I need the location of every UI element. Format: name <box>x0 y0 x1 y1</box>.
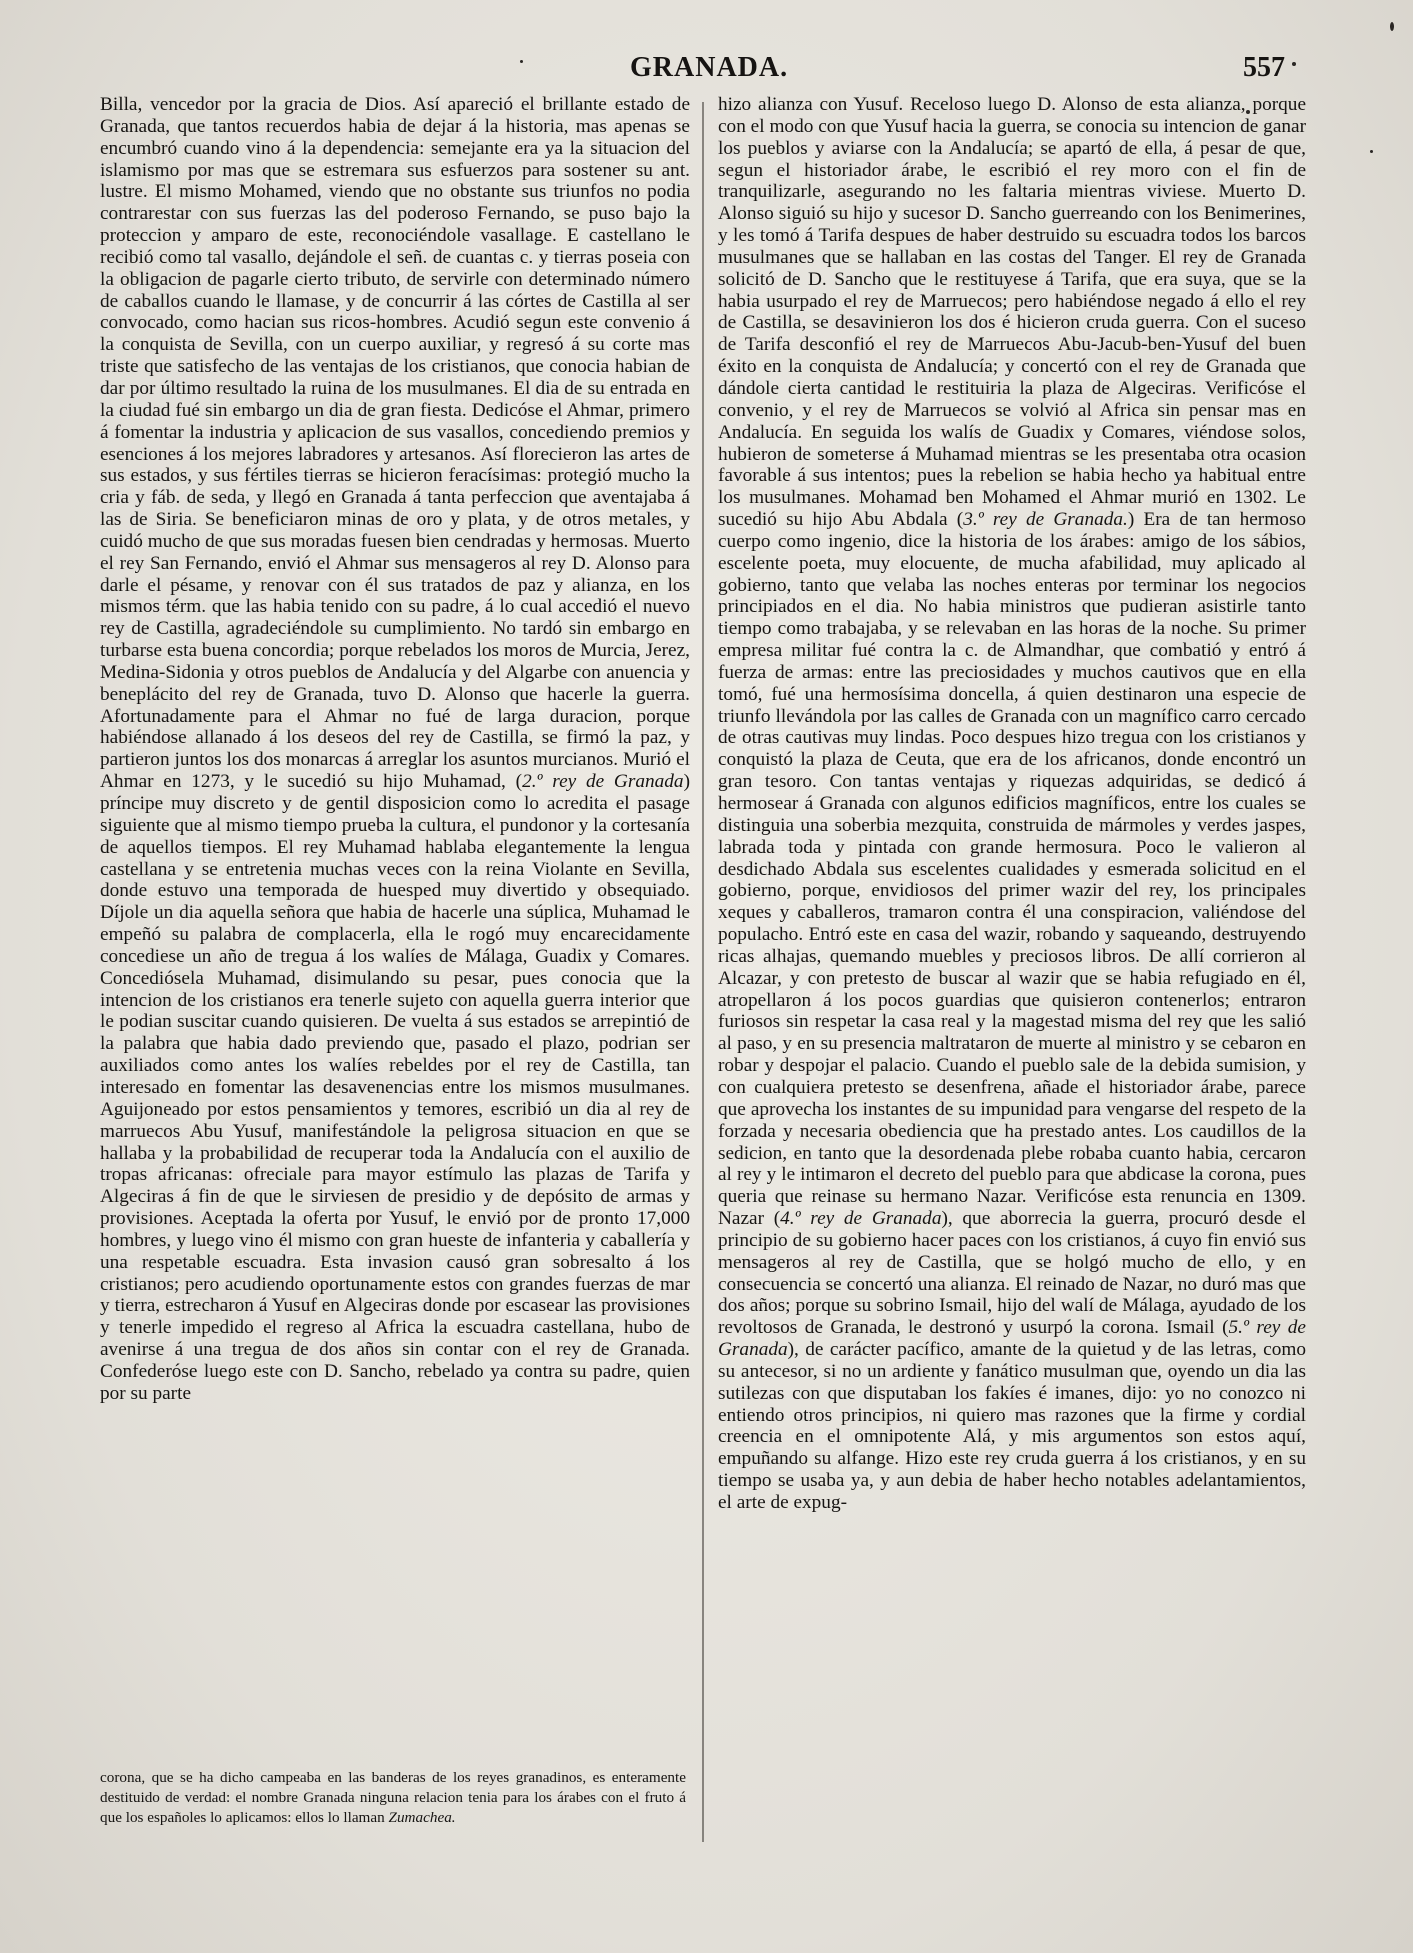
footnote <box>100 1768 686 1828</box>
left-column-text <box>100 94 690 1405</box>
left-column <box>100 94 690 1405</box>
reign-label-5: 5.º rey de Granada <box>718 1317 1306 1361</box>
column-divider <box>702 102 704 1842</box>
reign-label-2: 2.º rey de Granada <box>522 771 684 793</box>
footnote-text: corona, que se ha dicho campeaba en las banderas de los reyes granadinos, es enteramente destituido de verdad: el nombre Granada ninguna relacion tenia para los árabes con el fruto á que los españoles lo aplicamos: ellos lo llaman <box>100 1769 686 1826</box>
right-text-part-4: ), de carácter pacífico, amante de la quietud y de las letras, como su antecesor, si no un ardiente y fanático musulman que, oyendo un dia las sutilezas con que disputaban los fakíes é imanes, dijo: yo no conozco ni entiendo otros principios, ni quiero mas razones que la firme y cordial creencia en el omnipotente Alá, y mis argumentos son estos aquí, empuñando su alfange. Hizo este rey cruda guerra á los cristianos, y en su tiempo se usaba ya, y aun debia de haber hecho notables adelantamientos, el arte de expug- <box>718 1339 1306 1513</box>
reign-label-3: 3.º rey de Granada. <box>963 509 1128 531</box>
running-title: GRANADA. <box>630 52 789 83</box>
right-text-part-3: ), que aborrecia la guerra, procuró desde el principio de su gobierno hacer paces con los cristianos, á cuyo fin envió sus mensageros al rey de Castilla, que se holgó mucho de ello, y en consecuencia se concertó una alianza. El reinado de Nazar, no duró mas que dos años; porque su sobrino Ismail, hijo del walí de Málaga, ayudado de los revoltosos de Granada, le destronó y usurpó la corona. Ismail ( <box>718 1208 1306 1339</box>
ink-speck <box>1390 22 1394 31</box>
reign-label-4: 4.º rey de Granada <box>780 1208 942 1230</box>
right-column <box>718 94 1306 1514</box>
right-column-text <box>718 94 1306 1514</box>
ink-speck <box>1370 150 1373 153</box>
left-text-part-1: Billa, vencedor por la gracia de Dios. Así apareció el brillante estado de Granada, que tantos recuerdos habia de dejar á la historia, mas apenas se encumbró cuando vino á la dependencia: semejante era ya la situacion del islamismo por mas que se estremara sus esfuerzos para sostener su ant. lustre. El mismo Mohamed, viendo que no obstante sus triunfos no podia contrarestar con sus fuerzas las del poderoso Fernando, se puso bajo la proteccion y amparo de este, reconociéndole vasallage. E castellano le recibió como tal vasallo, dejándole el señ. de cuantas c. y tierras poseia con la obligacion de pagarle cierto tributo, de servirle con determinado número de caballos cuando le llamase, y de concurrir á las córtes de Castilla al ser convocado, como hacian sus ricos-hombres. Acudió segun este convenio á la conquista de Sevilla, con un cuerpo auxiliar, y regresó á su corte mas triste que satisfecho de las ventajas de los cristianos, que conocia habian de dar por último resultado la ruina de los musulmanes. El dia de su entrada en la ciudad fué sin embargo un dia de gran fiesta. Dedicóse el Ahmar, primero á fomentar la industria y aplicacion de sus vasallos, concediendo premios y esenciones á los mejores labradores y artesanos. Así florecieron las artes de sus estados, y sus fértiles tierras se hicieron feracísimas: protegió mucho la cria y fáb. de seda, y llegó en Granada á tanta perfeccion que aventajaba á las de Siria. Se beneficiaron minas de oro y plata, y de otros metales, y cuidó mucho de que sus moradas fuesen bien cendradas y hermosas. Muerto el rey San Fernando, envió el Ahmar sus mensageros al rey D. Alonso para darle el pésame, y renovar con él sus tratados de paz y alianza, en los mismos térm. que las habia tenido con su padre, á lo cual accedió el nuevo rey de Castilla, agradeciéndole su cumplimiento. No tardó sin embargo en turbarse esta buena concordia; porque rebelados los moros de Murcia, Jerez, Medina-Sidonia y otros pueblos de Andalucía y del Algarbe con anuencia y beneplácito del rey de Granada, tuvo D. Alonso que hacerle la guerra. Afortunadamente para el Ahmar no fué de larga duracion, porque habiéndose allanado á los deseos del rey de Castilla, se firmó la paz, y partieron juntos los dos monarcas á arreglar los asuntos murcianos. Murió el Ahmar en 1273, y le sucedió su hijo Muhamad, ( <box>100 94 690 793</box>
page-header <box>0 52 1413 92</box>
left-text-part-2: ) príncipe muy discreto y de gentil disposicion como lo acredita el pasage siguiente que al mismo tiempo prueba la cultura, el pundonor y la cortesanía de aquellos tiempos. El rey Muhamad hablaba elegantemente la lengua castellana y se entretenia muchas veces con la reina Violante en Sevilla, donde estuvo una temporada de huesped muy divertido y obsequiado. Díjole un dia aquella señora que habia de hacerle una súplica, Muhamad le empeñó su palabra de complacerla, ella le rogó muy encarecidamente concediese un año de tregua á los walíes de Málaga, Guadix y Comares. Concediósela Muhamad, disimulando su pesar, pues conocia que la intencion de los cristianos era tenerle sujeto con aquella guerra interior que le podian suscitar cuando quisieren. De vuelta á sus estados se arrepintió de la palabra que habia dado previendo que, pasado el plazo, podrian ser auxiliados como antes los walíes rebeldes por el rey de Castilla, tan interesado en fomentar las desavenencias entre los mismos musulmanes. Aguijoneado por estos pensamientos y temores, escribió un dia al rey de marruecos Abu Yusuf, manifestándole la peligrosa situacion en que se hallaba y la probabilidad de recuperar toda la Andalucía con el auxilio de tropas africanas: ofreciale para mayor estímulo las plazas de Tarifa y Algeciras á fin de que le sirviesen de presidio y de depósito de armas y provisiones. Aceptada la oferta por Yusuf, le envió por de pronto 17,000 hombres, y luego vino él mismo con gran hueste de infanteria y caballería y una respetable escuadra. Esta invasion causó gran sobresalto á los cristianos; pero acudiendo oportunamente estos con grandes fuerzas de mar y tierra, estrecharon á Yusuf en Algeciras donde por escasear las provisiones y tenerle impedido el regreso al Africa la escuadra castellana, hubo de avenirse á una tregua de dos años sin contar con el rey de Granada. Confederóse luego este con D. Sancho, rebelado ya contra su padre, quien por su parte <box>100 771 690 1404</box>
footnote-tail: Zumachea. <box>388 1809 456 1826</box>
page-number: 557 <box>1243 52 1285 83</box>
right-text-part-2: ) Era de tan hermoso cuerpo como ingenio, dice la historia de los árabes: amigo de los sábios, escelente poeta, muy elocuente, de mucha afabilidad, muy aplicado al gobierno, tanto que velaba las noches enteras por terminar los negocios principiados en el dia. No habia ministros que pudieran asistirle tanto tiempo como trabajaba, y se relevaban en las horas de la noche. Su primer empresa militar fué contra la c. de Almandhar, que combatió y entró á fuerza de armas: entre las preciosidades y muchos cautivos que en ella tomó, fué una hermosísima doncella, á quien destinaron una especie de triunfo llevándola por las calles de Granada con un magnífico carro cercado de otras cautivas muy lindas. Poco despues hizo tregua con los cristianos y conquistó la plaza de Ceuta, que era de los africanos, donde encontró un gran tesoro. Con tantas ventajas y riquezas adquiridas, se dedicó á hermosear á Granada con algunos edificios magníficos, entre los cuales se distinguia una soberbia mezquita, construida de mármoles y verdes jaspes, labrada toda y pintada con grande hermosura. Poco le valieron al desdichado Abdala sus escelentes cualidades y esmerada solicitud en el gobierno, porque, envidiosos del primer wazir del rey, los principales xeques y caballeros, tramaron contra él una conspiracion, valiéndose del populacho. Entró este en casa del wazir, robando y saqueando, destruyendo ricas alhajas, quemando muebles y preciosos libros. De allí corrieron al Alcazar, y con pretesto de buscar al wazir que se habia refugiado en él, atropellaron á los pocos guardias que quisieron contenerlos; entraron furiosos sin respetar la casa real y la magestad misma del rey que les salió al paso, y en su presencia maltrataron de muerte al ministro y se cebaron en robar y despojar el palacio. Cuando el pueblo sale de la debida sumision, y con cualquiera pretesto se desenfrena, añade el historiador árabe, parece que aprovecha los instantes de su impunidad para vengarse del respeto de la forzada y necesaria obediencia que ha prestado antes. Los caudillos de la sedicion, en tanto que la desordenada plebe robaba cuanto habia, cercaron al rey y le intimaron el decreto del pueblo para que abdicase la corona, pues queria que reinase su hermano Nazar. Verificóse esta renuncia en 1309. Nazar ( <box>718 509 1306 1230</box>
right-text-part-1: hizo alianza con Yusuf. Receloso luego D. Alonso de esta alianza, porque con el modo con que Yusuf hacia la guerra, se conocia su intencion de ganar los pueblos y aviarse con la Andalucía; se apartó de ella, á pesar de que, segun el historiador árabe, le escribió el rey moro con el fin de tranquilizarle, asegurando no les faltaria mientras viviese. Muerto D. Alonso siguió su hijo y sucesor D. Sancho guerreando con los Benimerines, y les tomó á Tarifa despues de haber destruido su escuadra todos los barcos musulmanes que se hallaban en las costas del Tanger. El rey de Granada solicitó de D. Sancho que le restituyese á Tarifa, que era suya, que se la habia usurpado el rey de Marruecos; pero habiéndose negado á ello el rey de Castilla, se desavinieron los dos é hicieron cruda guerra. Con el suceso de Tarifa desconfió el rey de Marruecos Abu-Jacub-ben-Yusuf del buen éxito en la conquista de Andalucía; y concertó con el rey de Granada que dándole cierta cantidad le restituiria la plaza de Algeciras. Verificóse el convenio, y el rey de Marruecos se volvió al Africa sin pensar mas en Andalucía. En seguida los walís de Guadix y Comares, viéndose solos, hubieron de someterse á Muhamad mientras se les presentaba otra ocasion favorable á sus intentos; pues la rebelion se habia hecho ya habitual entre los musulmanes. Mohamad ben Mohamed el Ahmar murió en 1302. Le sucedió su hijo Abu Abdala ( <box>718 94 1306 531</box>
